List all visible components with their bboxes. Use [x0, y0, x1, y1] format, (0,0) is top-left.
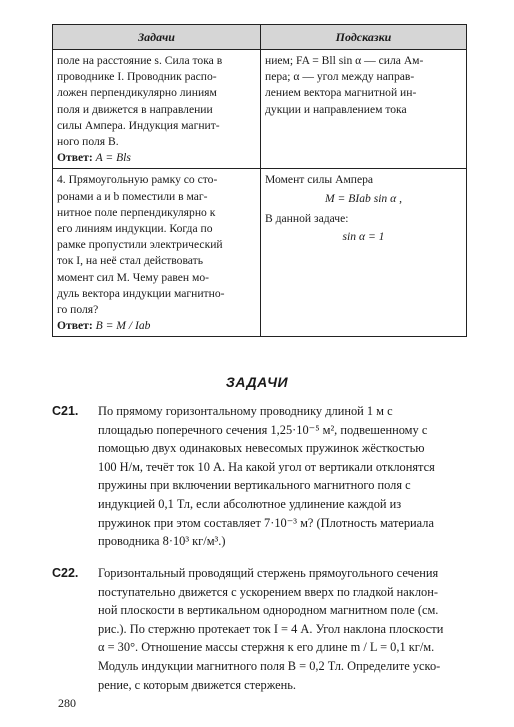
task-line: поле на расстояние s. Сила тока в	[57, 54, 223, 67]
problem-line: пружины при включении вертикального магнитного поля с	[98, 478, 411, 493]
hint-value: sin α = 1	[342, 230, 385, 244]
answer-label: Ответ:	[57, 319, 93, 333]
problem-c21	[52, 402, 472, 551]
task-line: нитное поле перпендикулярно к	[57, 205, 216, 219]
problem-line: По прямому горизонтальному проводнику длиной 1 м с	[98, 404, 393, 418]
problem-line: ной плоскости в вертикальном однородном магнитном поле (см.	[98, 603, 439, 618]
problem-text	[98, 564, 472, 694]
table-row	[53, 50, 467, 169]
problem-line: 100 Н/м, течёт ток 10 А. На какой угол от вертикали отклонятся	[98, 459, 435, 474]
task-line: рамке пропустили электрический	[57, 238, 223, 252]
hints-table	[52, 24, 467, 337]
task-cell	[53, 50, 261, 169]
task-line: ложен перпендикулярно линиям	[57, 86, 217, 100]
task-line: ного поля B.	[57, 135, 119, 149]
column-header-hints: Подсказки	[261, 25, 467, 50]
problem-text	[98, 402, 472, 551]
hint-intro: Момент силы Ампера	[265, 173, 374, 187]
hint-line: нием; FA = Bll sin α — сила Ам-	[265, 54, 424, 67]
task-line: 4. Прямоугольную рамку со сто-	[57, 173, 218, 187]
task-cell	[53, 169, 261, 337]
problem-c22	[52, 564, 472, 694]
task-line: поля и движется в направлении	[57, 102, 213, 116]
page-number: 280	[58, 696, 76, 710]
task-line: го поля?	[57, 303, 99, 317]
problem-line: пружинок при этом составляет 7·10⁻³ м? (Плотность материала	[98, 515, 434, 530]
task-line: силы Ампера. Индукция магнит-	[57, 118, 220, 132]
hint-line: лением вектора магнитной ин-	[265, 86, 417, 100]
task-line: ток I, на неё стал действовать	[57, 254, 204, 268]
task-line: проводнике I. Проводник распо-	[57, 70, 217, 84]
problem-line: Горизонтальный проводящий стержень прямоугольного сечения	[98, 566, 439, 580]
problem-line: проводника 8·10³ кг/м³.)	[98, 534, 226, 549]
problem-line: Модуль индукции магнитного поля B = 0,2 Тл. Определите уско-	[98, 658, 441, 673]
problem-line: площадью поперечного сечения 1,25·10⁻⁵ м², подвешенному с	[98, 422, 428, 437]
problem-code: С22.	[52, 566, 79, 580]
task-line: его линиям индукции. Когда по	[57, 222, 213, 236]
table-row	[53, 169, 467, 337]
answer-value: A = Bls	[95, 151, 131, 165]
column-header-tasks: Задачи	[53, 25, 261, 50]
answer-label: Ответ:	[57, 151, 93, 165]
problem-line: помощью двух одинаковых невесомых пружинок жёсткостью	[98, 441, 425, 456]
answer-line	[57, 318, 256, 334]
problem-line: индукцией 0,1 Тл, если абсолютное удлинение каждой из	[98, 496, 402, 511]
answer-value: B = M / Iab	[95, 319, 151, 333]
hint-cell	[261, 50, 467, 169]
hint-line: дукции и направлением тока	[265, 102, 407, 116]
problem-line: поступательно движется с ускорением вверх по гладкой наклон-	[98, 584, 438, 599]
problem-line: α = 30°. Отношение массы стержня к его длине m / L = 0,1 кг/м.	[98, 640, 435, 655]
hint-given: В данной задаче:	[265, 211, 349, 225]
problem-line: рение, с которым движется стержень.	[98, 677, 297, 692]
task-line: дуль вектора индукции магнитно-	[57, 286, 225, 300]
section-title: ЗАДАЧИ	[225, 374, 289, 390]
answer-line	[57, 150, 256, 166]
hint-formula: M = BIab sin α ,	[324, 191, 403, 205]
task-line: ронами a и b поместили в маг-	[57, 189, 208, 203]
problem-code: С21.	[52, 404, 79, 418]
hint-cell	[261, 169, 467, 337]
hint-line: пера; α — угол между направ-	[265, 70, 415, 84]
task-line: момент сил M. Чему равен мо-	[57, 270, 210, 284]
problem-line: рис.). По стержню протекает ток I = 4 А. Угол наклона плоскости	[98, 621, 444, 636]
